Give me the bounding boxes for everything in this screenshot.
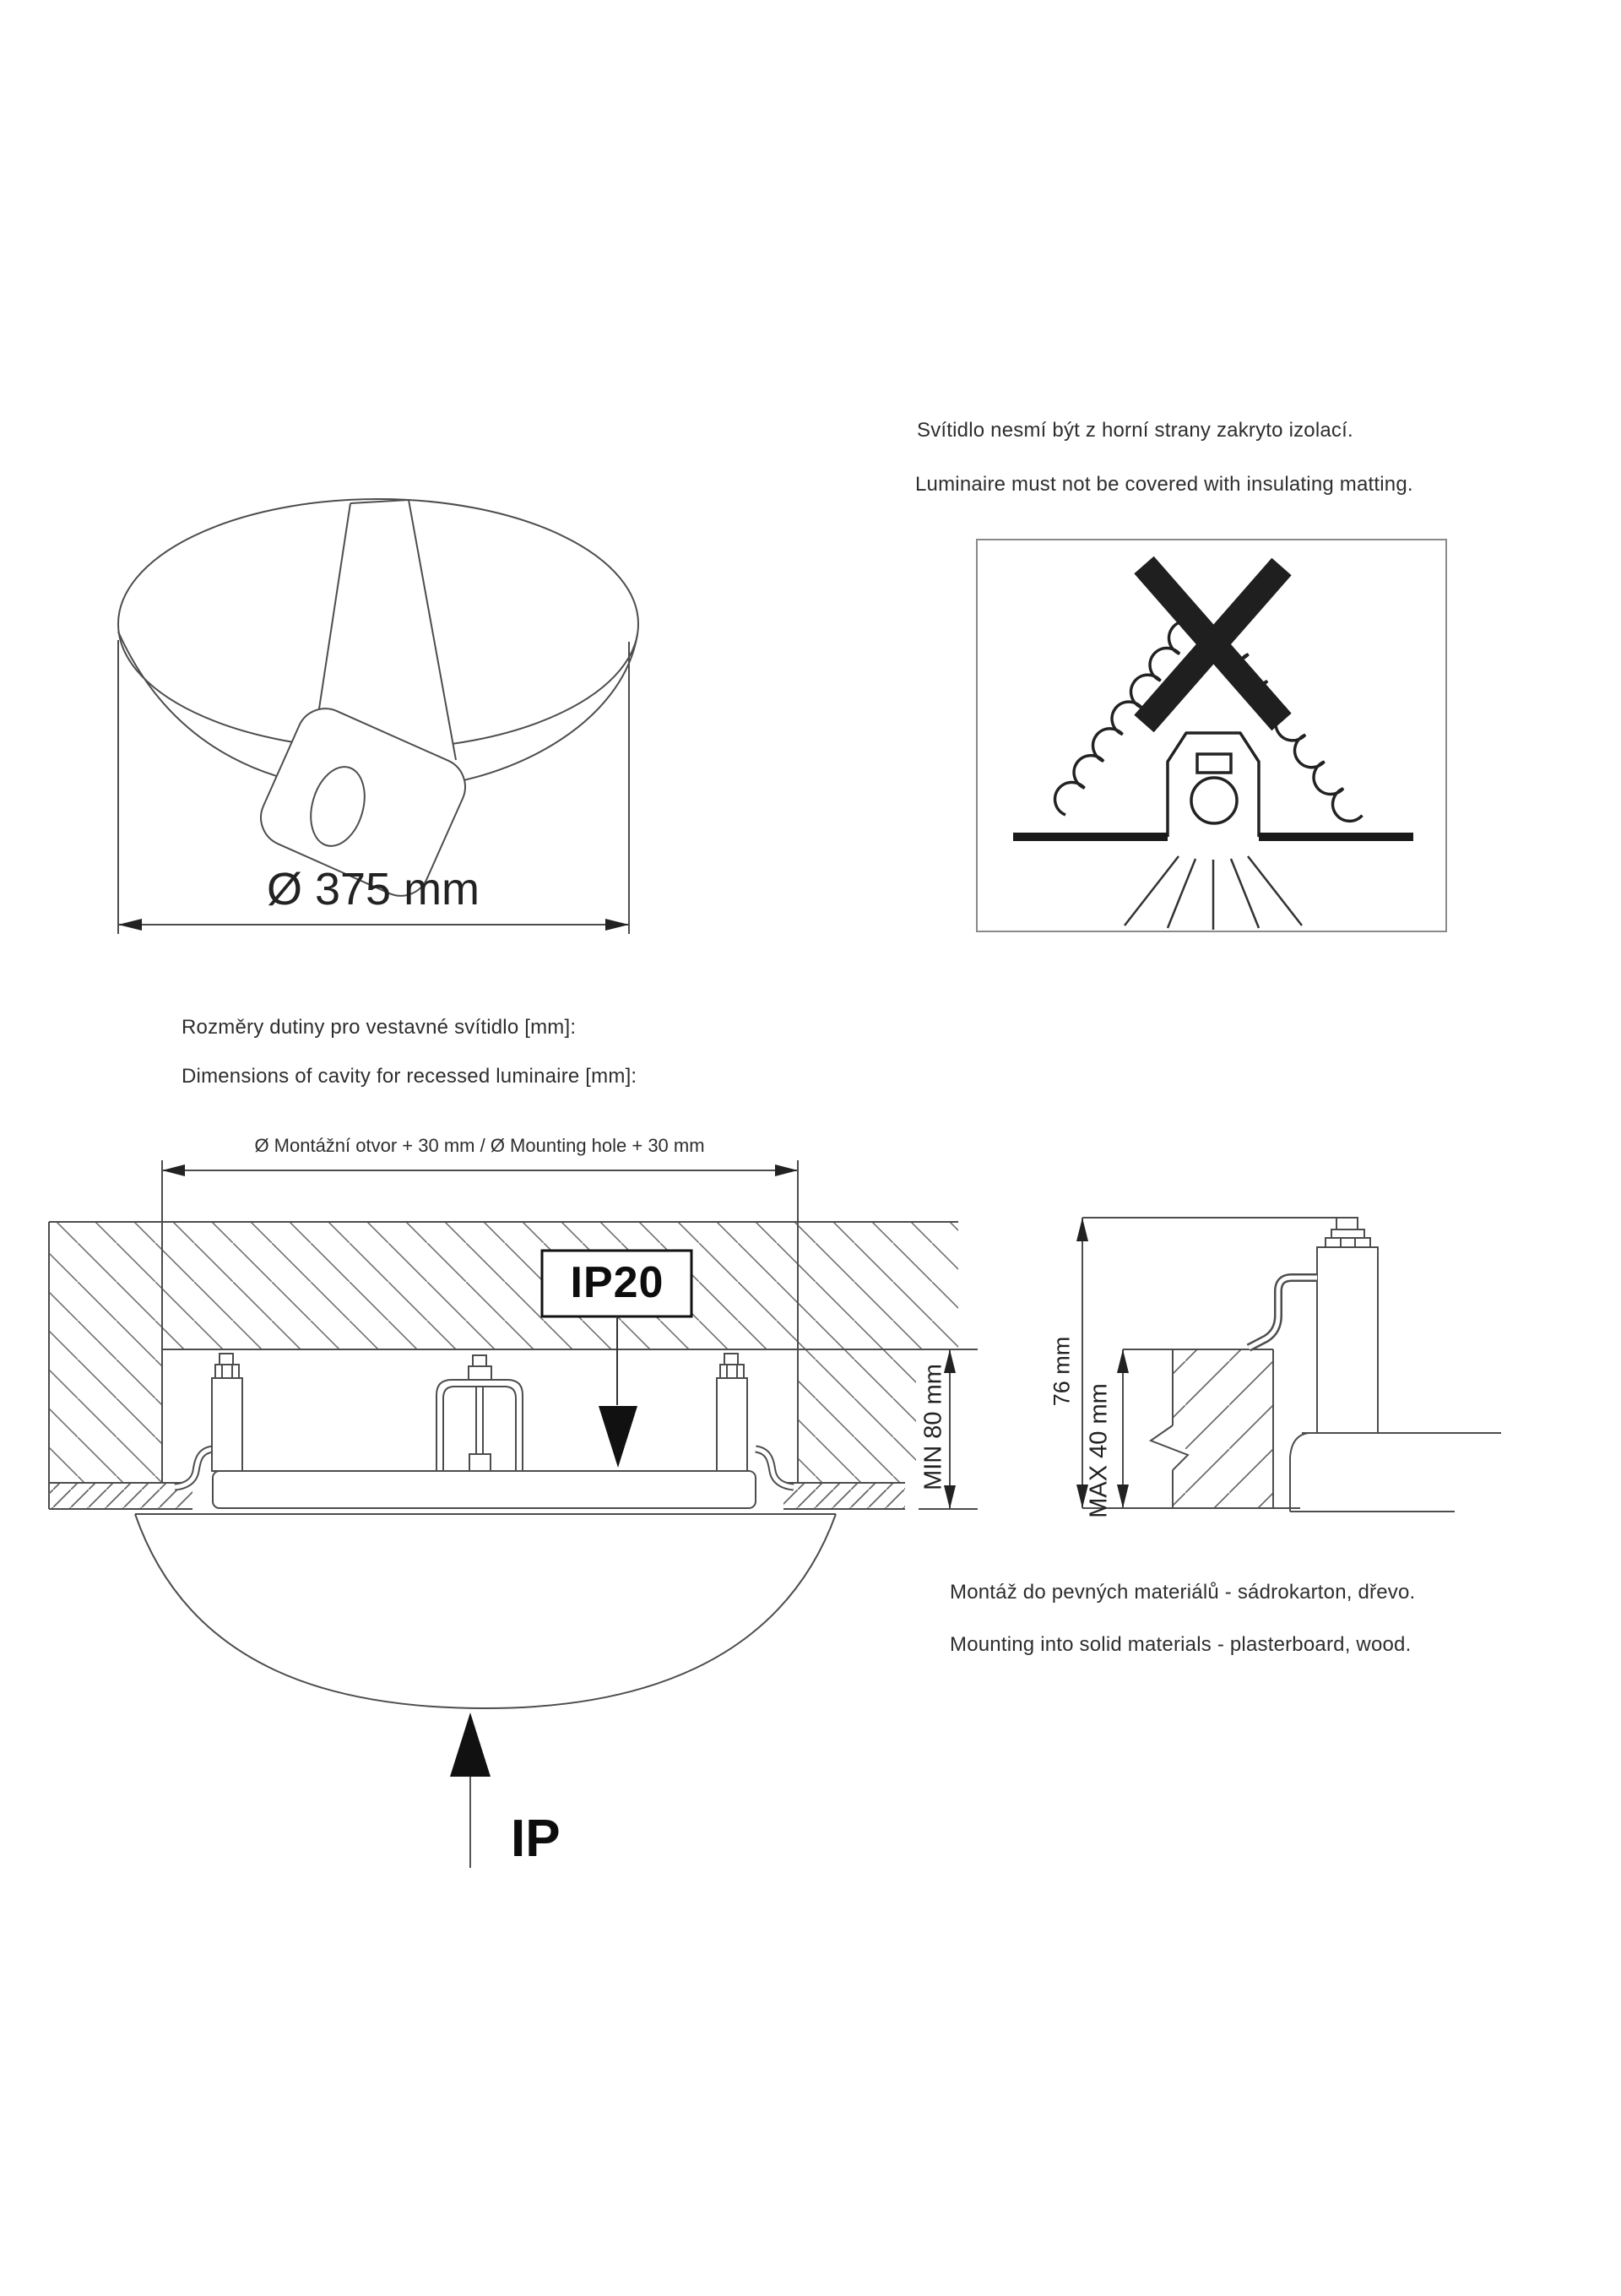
cavity-note-cz: Rozměry dutiny pro vestavné svítidlo [mm]: [182,1016,577,1039]
detail-screw-post [1317,1218,1378,1433]
mounting-hole-dimension [162,1164,798,1176]
ceiling-block [1082,1349,1300,1508]
mounting-note-cz: Montáž do pevných materiálů - sádrokarton, dřevo. [950,1581,1416,1604]
ip-arrow [450,1713,491,1868]
diameter-label: Ø 375 mm [266,864,480,915]
mounting-note-en: Mounting into solid materials - plasterboard, wood. [950,1633,1412,1656]
left-screw-post [212,1354,242,1471]
center-bracket [436,1355,523,1471]
min-depth-label: MIN 80 mm [919,1364,947,1490]
cavity-note-en: Dimensions of cavity for recessed luminaire [mm]: [182,1065,637,1088]
detail-base-plate [1290,1433,1501,1512]
insulation-note-cz: Svítidlo nesmí být z horní strany zakryto izolací. [917,419,1353,442]
ip20-label: IP20 [570,1258,664,1307]
ip-label: IP [511,1810,561,1868]
no-insulation-pictogram [977,540,1446,931]
mounting-detail [1076,1218,1501,1512]
max-thickness-label: MAX 40 mm [1085,1383,1113,1518]
cavity-cross-section [49,1160,978,1868]
spring-clip [1249,1278,1317,1348]
right-screw-post [717,1354,747,1471]
glass-dome [135,1514,836,1708]
mounting-hole-label: Ø Montážní otvor + 30 mm / Ø Mounting hole + 30 mm [254,1135,705,1156]
height-76-label: 76 mm [1049,1336,1075,1407]
luminaire-perspective-drawing [118,499,638,905]
insulation-note-en: Luminaire must not be covered with insulating matting. [915,473,1413,496]
